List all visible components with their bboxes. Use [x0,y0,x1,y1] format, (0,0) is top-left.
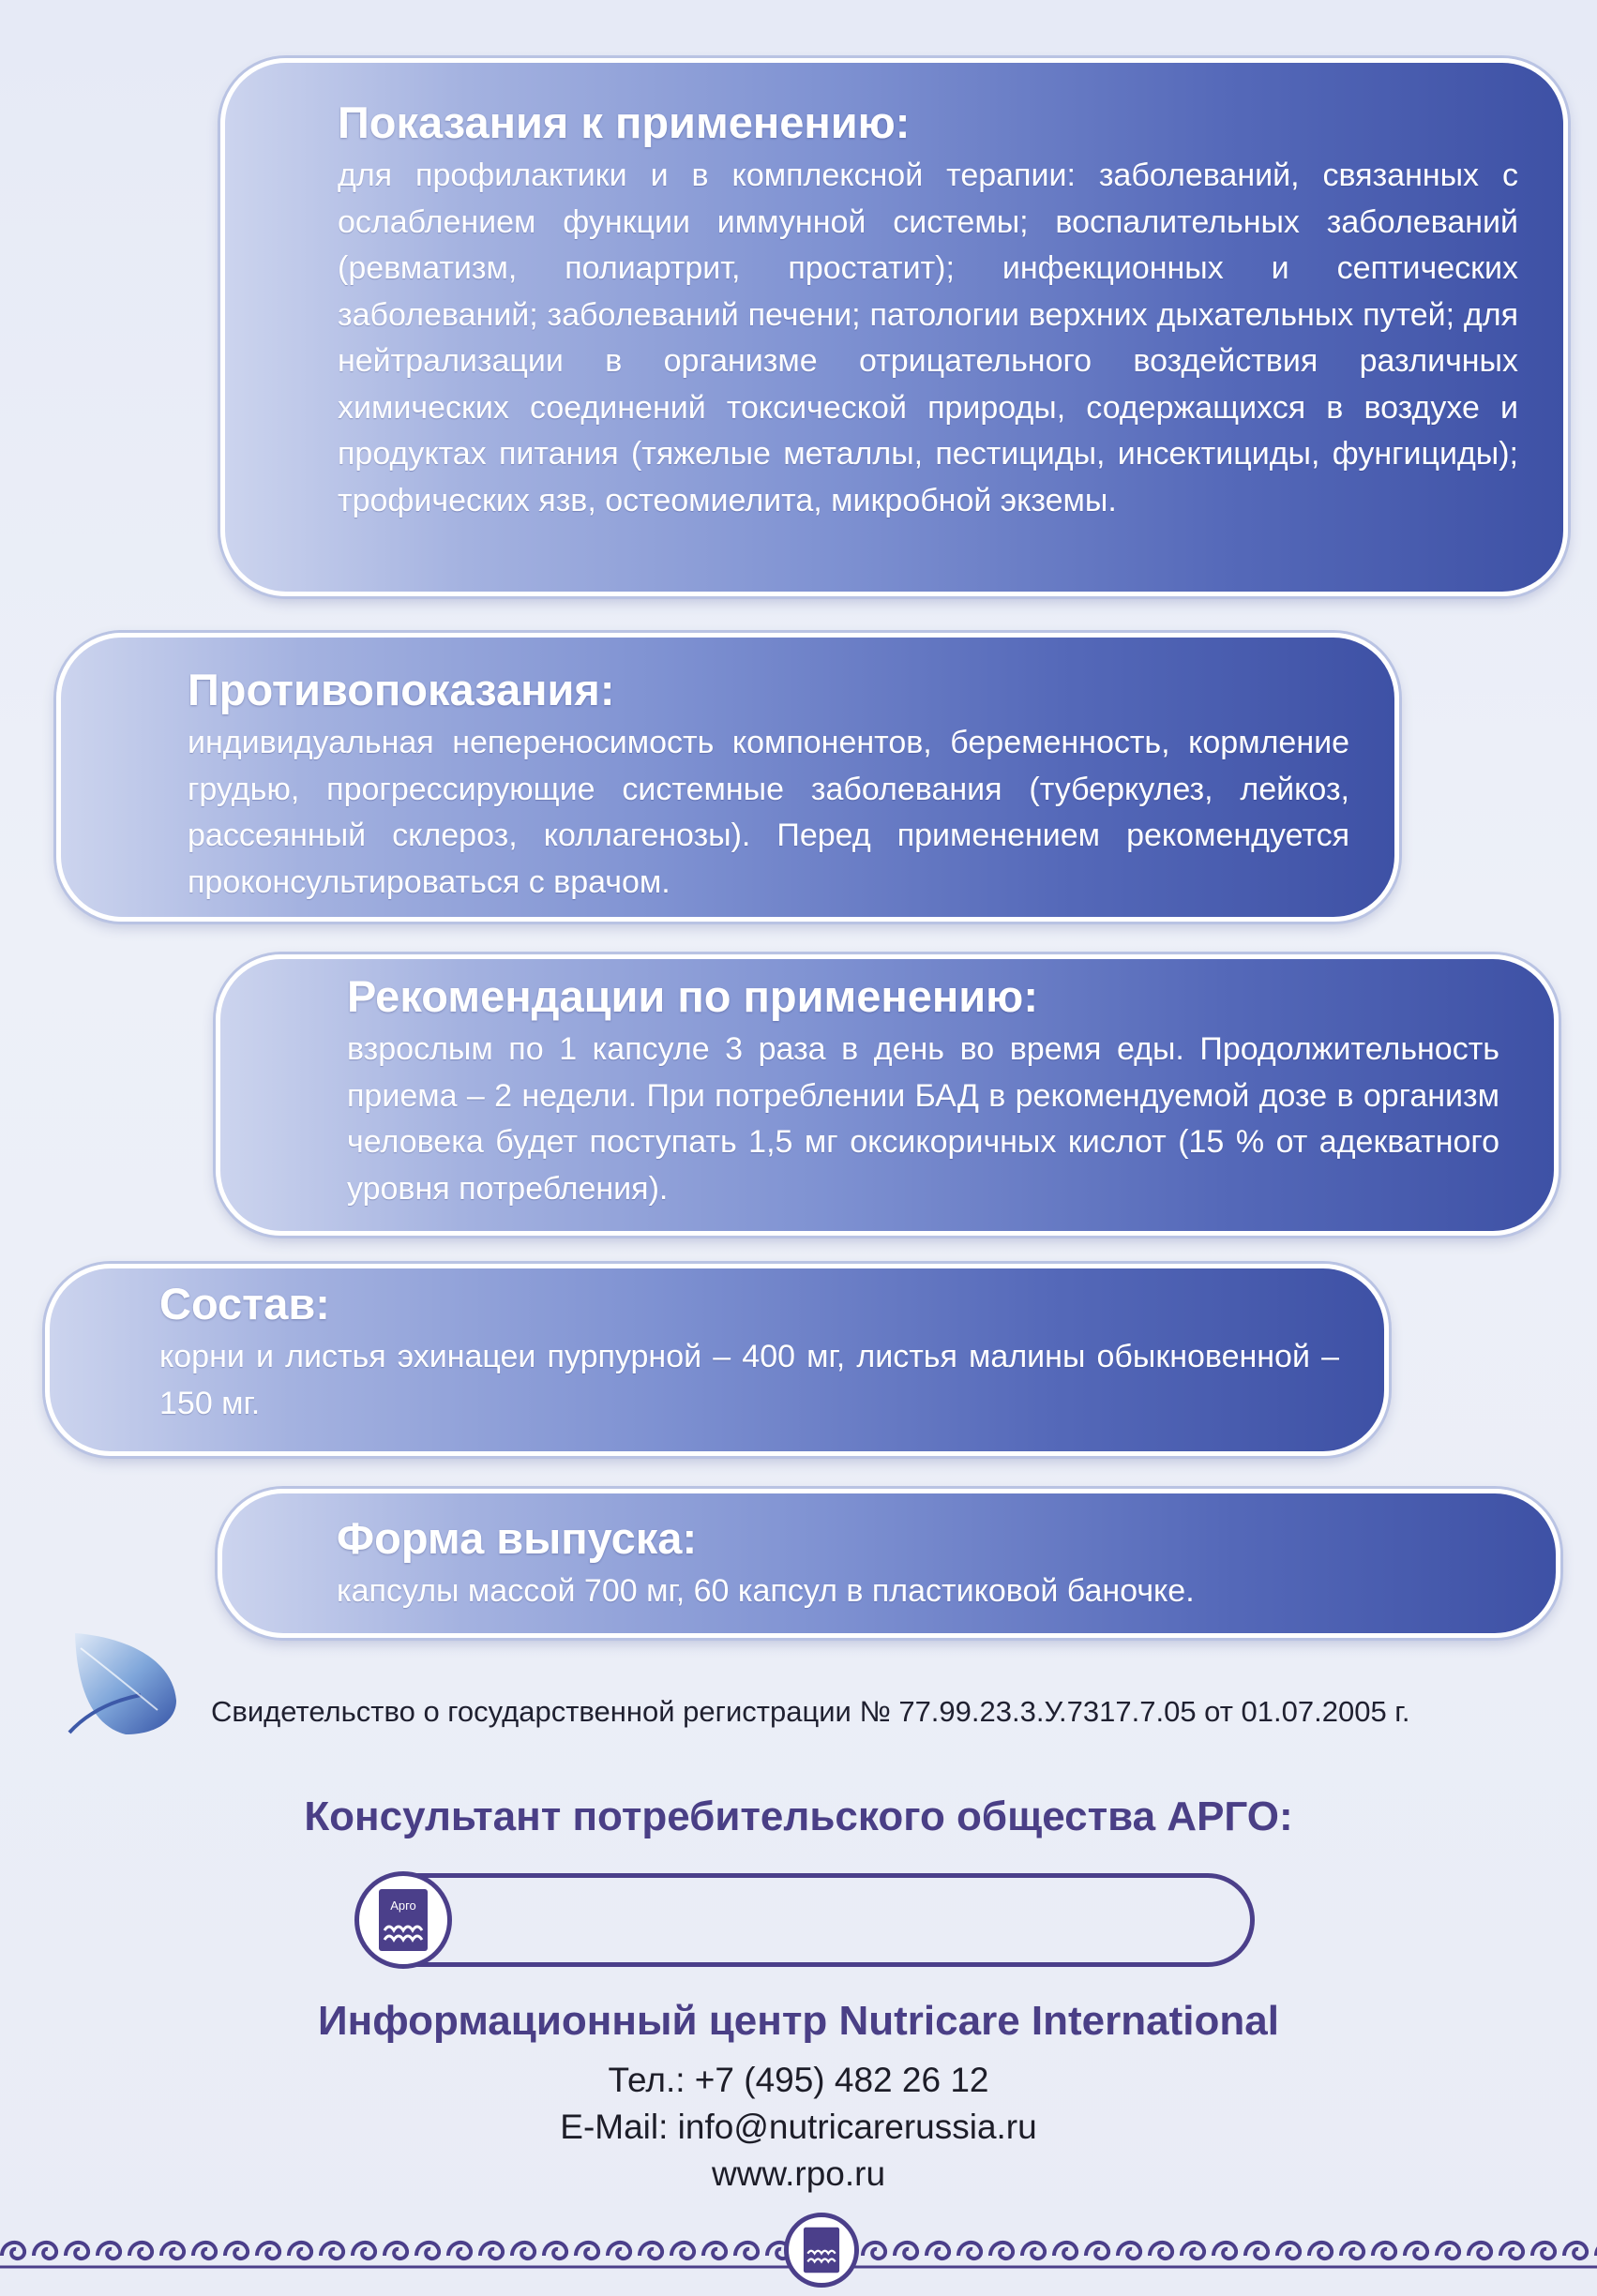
composition-text: корни и листья эхинацеи пурпурной – 400 мг, листья малины обыкновенной – 150 мг. [159,1339,1339,1421]
email-link[interactable]: E-Mail: info@nutricarerussia.ru [560,2108,1037,2146]
contraindications-title: Противопоказания: [188,665,615,714]
argo-logo-text: Арго [390,1898,416,1913]
form-title: Форма выпуска: [337,1513,698,1563]
leaf-icon [68,1629,182,1742]
website-link[interactable]: www.rpo.ru [711,2154,886,2193]
bottom-logo [784,2213,859,2288]
composition-title: Состав: [159,1279,330,1328]
contraindications-text: индивидуальная непереносимость компонентов, беременность, кормление грудью, прогрессирующие системные заболевания (туберкулез, лейкоз, рассеянный склероз, коллагенозы). Перед применением рекомендуется проконсультироваться с врачом. [188,725,1349,900]
info-center-title: Информационный центр Nutricare International [318,1998,1279,2044]
indications-panel [220,58,1568,596]
consultant-title: Консультант потребительского общества АРГО: [304,1793,1293,1839]
argo-logo-icon [375,1887,431,1953]
consultant-field [356,1873,1255,1967]
form-text: капсулы массой 700 мг, 60 капсул в пластиковой баночке. [337,1573,1195,1609]
argo-logo [354,1871,452,1969]
indications-text: для профилактики и в комплексной терапии: заболеваний, связанных с ослаблением функции иммунной системы; воспалительных заболеваний (ревматизм, полиартрит, простатит); инфекционных и септических заболеваний; заболеваний печени; патологии верхних дыхательных путей; для нейтрализации в организме отрицательного воздействия различных химических соединений токсической природы, содержащихся в воздухе и продуктах питания (тяжелые металлы, пестициды, инсектициды, фунгициды); трофических язв, остеомиелита, микробной экземы. [338,158,1518,518]
contraindications-panel [56,633,1399,922]
registration-text: Свидетельство о государственной регистрации № 77.99.23.3.У.7317.7.05 от 01.07.2005 г. [211,1695,1410,1728]
recommendations-title: Рекомендации по применению: [347,971,1038,1021]
indications-title: Показания к применению: [338,98,911,147]
recommendations-text: взрослым по 1 капсуле 3 раза в день во время еды. Продолжительность приема – 2 недели. При потреблении БАД в рекомендуемой дозе в организм человека будет поступать 1,5 мг оксикоричных кислот (15 % от адекватного уровня потребления). [347,1031,1499,1207]
composition-panel [45,1264,1389,1456]
form-panel [218,1489,1560,1638]
recommendations-panel [216,954,1559,1236]
phone-text: Тел.: +7 (495) 482 26 12 [608,2061,989,2099]
bottom-logo-icon [801,2226,842,2274]
